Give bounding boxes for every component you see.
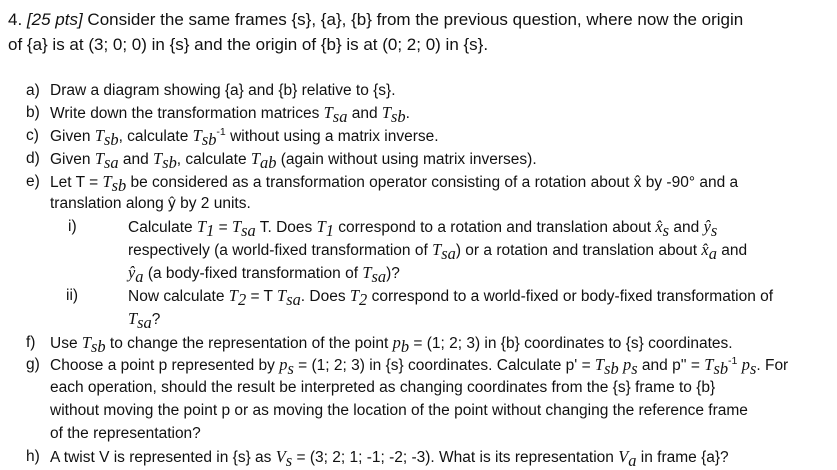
part-f-label: f) — [26, 334, 36, 351]
part-g-text-4: of the representation? — [50, 425, 201, 442]
part-e-label: e) — [26, 173, 40, 190]
part-g-text-2: each operation, should the result be interpreted as changing coordinates from the {s} frame to {b} — [50, 379, 716, 396]
part-e-i-text-3: $ŷ_a$ (a body-fixed transformation of $T_{sa}$)? — [128, 263, 400, 287]
part-e-i-text-2: respectively (a world-fixed transformation of $T_{sa}$) or a rotation and translation about $x̂_a$ and — [128, 240, 748, 264]
part-c-text: Given $T_{sb}$, calculate $T_{sb}^{-1}$ without using a matrix inverse. — [50, 125, 439, 150]
part-d-text: Given $T_{sa}$ and $T_{sb}$, calculate $T_{ab}$ (again without using matrix inverses). — [50, 149, 537, 173]
question-intro-2: of {a} is at (3; 0; 0) in {s} and the origin of {b} is at (0; 2; 0) in {s}. — [8, 35, 489, 54]
part-e-text-2: translation along ŷ by 2 units. — [50, 195, 251, 212]
part-d-label: d) — [26, 150, 40, 167]
part-c-label: c) — [26, 127, 39, 144]
part-g-label: g) — [26, 356, 40, 373]
question-number: 4. — [8, 10, 23, 29]
part-e-text-1: Let $T = T_{sb}$ be considered as a transformation operator consisting of a rotation about x̂ by -90° and a — [50, 172, 739, 196]
part-e-ii-text-1: Now calculate $T_2 = T$ $T_{sa}$. Does $T_2$ correspond to a world-fixed or body-fixed transformation of — [128, 286, 774, 310]
part-e-ii-label: ii) — [66, 287, 79, 304]
part-e-i-label: i) — [68, 218, 77, 235]
part-b-label: b) — [26, 104, 40, 121]
question-points: [25 pts] — [26, 10, 83, 29]
part-f-text: Use $T_{sb}$ to change the representation of the point $p_b = (1$; 2; 3) in {b} coordinates to {s} coordinates. — [50, 333, 733, 357]
part-h-text: A twist V is represented in {s} as $V_s = (3$; 2; 1; -1; -2; -3). What is its representation $V_a$ in frame {a}? — [50, 447, 729, 470]
part-e-ii-text-2: $T_{sa}$? — [128, 309, 161, 333]
question-intro-1: Consider the same frames {s}, {a}, {b} from the previous question, where now the origin — [87, 10, 744, 29]
question-line-2 — [8, 33, 488, 57]
part-g-text-1: Choose a point p represented by $p_s = (1$; 2; 3) in {s} coordinates. Calculate $p' = T_{sb}$ $p_s$ and $p'' = T_{sb}^{-1}$ $p_s$. For — [50, 354, 789, 379]
question-line-1 — [8, 8, 743, 32]
part-e-i-text-1: Calculate $T_1 = T_{sa}$ T. Does $T_1$ correspond to a rotation and translation about $x̂_s$ and $ŷ_s$ — [128, 217, 718, 241]
part-h-label: h) — [26, 448, 40, 465]
part-b-text: Write down the transformation matrices $T_{sa}$ and $T_{sb}$. — [50, 103, 410, 127]
part-g-text-3: without moving the point p or as moving the location of the point without changing the reference frame — [50, 402, 748, 419]
part-a-text: Draw a diagram showing {a} and {b} relative to {s}. — [50, 82, 396, 99]
part-a-label: a) — [26, 82, 40, 99]
